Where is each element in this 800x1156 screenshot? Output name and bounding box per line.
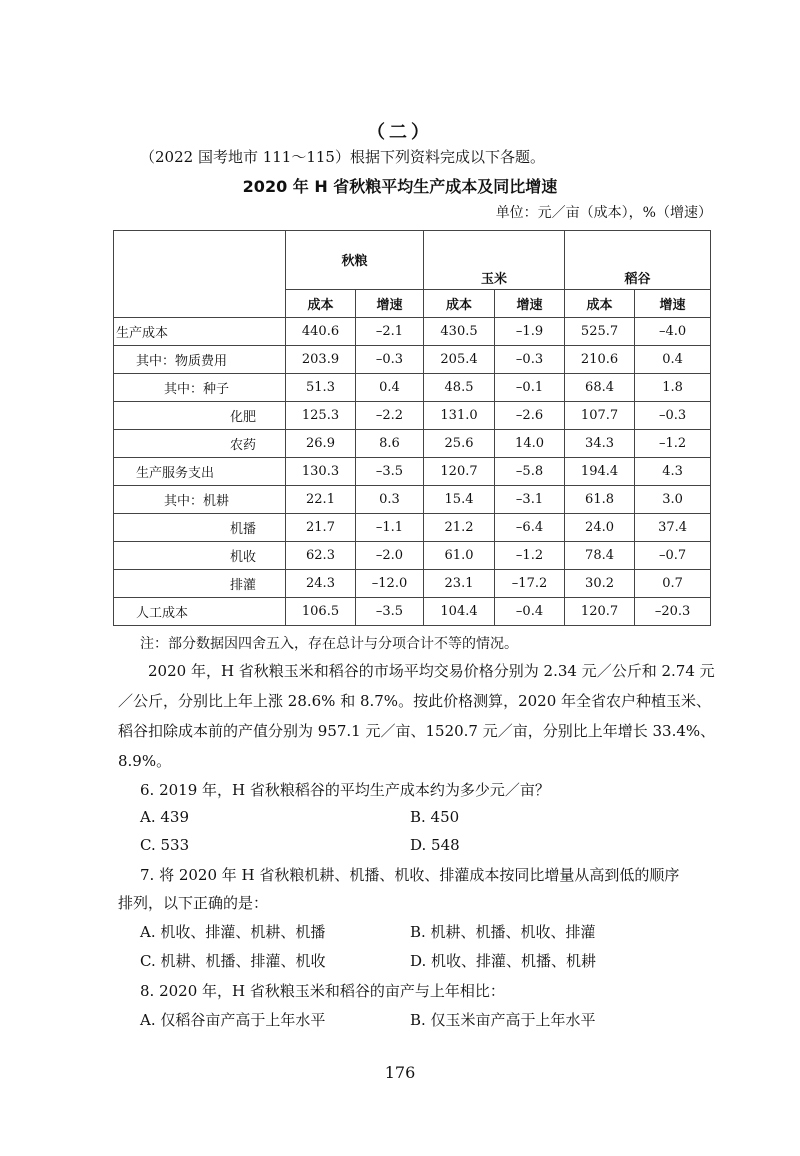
growth-cell: –3.1: [495, 486, 565, 514]
growth-cell: 4.3: [635, 458, 711, 486]
table-row: [114, 430, 711, 458]
subhead-growth: 增速: [635, 290, 711, 318]
growth-cell: –5.8: [495, 458, 565, 486]
growth-cell: –1.9: [495, 318, 565, 346]
row-label: 其中：机耕: [114, 486, 286, 514]
table-row: [114, 514, 711, 542]
row-label: 机播: [114, 514, 286, 542]
cost-cell: 78.4: [565, 542, 635, 570]
cost-cell: 62.3: [286, 542, 356, 570]
cost-table: [113, 230, 711, 626]
question-6: 6. 2019 年，H 省秋粮稻谷的平均生产成本约为多少元／亩？: [140, 781, 550, 799]
group-head-yumi: 玉米: [424, 231, 565, 290]
cost-cell: 68.4: [565, 374, 635, 402]
table-row: [114, 598, 711, 626]
subhead-growth: 增速: [356, 290, 424, 318]
cost-cell: 430.5: [424, 318, 495, 346]
growth-cell: –0.7: [635, 542, 711, 570]
cost-cell: 203.9: [286, 346, 356, 374]
cost-cell: 194.4: [565, 458, 635, 486]
growth-cell: –3.5: [356, 598, 424, 626]
q6-option-c[interactable]: C. 533: [140, 836, 190, 854]
growth-cell: –12.0: [356, 570, 424, 598]
cost-cell: 25.6: [424, 430, 495, 458]
group-head-daogu: 稻谷: [565, 231, 711, 290]
growth-cell: –1.1: [356, 514, 424, 542]
growth-cell: 8.6: [356, 430, 424, 458]
row-label: 排灌: [114, 570, 286, 598]
table-row: [114, 570, 711, 598]
q7-option-b[interactable]: B. 机耕、机播、机收、排灌: [410, 923, 596, 941]
q7-option-a[interactable]: A. 机收、排灌、机耕、机播: [140, 923, 326, 941]
growth-cell: 14.0: [495, 430, 565, 458]
table-row: [114, 542, 711, 570]
growth-cell: –0.3: [495, 346, 565, 374]
cost-cell: 130.3: [286, 458, 356, 486]
question-8: 8. 2020 年，H 省秋粮玉米和稻谷的亩产与上年相比：: [140, 982, 505, 1000]
q6-option-d[interactable]: D. 548: [410, 836, 460, 854]
cost-cell: 22.1: [286, 486, 356, 514]
row-label: 机收: [114, 542, 286, 570]
subhead-cost: 成本: [565, 290, 635, 318]
row-label: 生产服务支出: [114, 458, 286, 486]
cost-cell: 61.8: [565, 486, 635, 514]
cost-cell: 106.5: [286, 598, 356, 626]
table-row: [114, 318, 711, 346]
growth-cell: 0.3: [356, 486, 424, 514]
table-row: [114, 458, 711, 486]
growth-cell: –1.2: [635, 430, 711, 458]
growth-cell: –2.6: [495, 402, 565, 430]
table-title: 2020 年 H 省秋粮平均生产成本及同比增速: [242, 177, 558, 196]
cost-cell: 21.7: [286, 514, 356, 542]
cost-cell: 48.5: [424, 374, 495, 402]
table-header-groups: [114, 231, 711, 290]
subhead-growth: 增速: [495, 290, 565, 318]
growth-cell: –6.4: [495, 514, 565, 542]
cost-cell: 23.1: [424, 570, 495, 598]
growth-cell: 1.8: [635, 374, 711, 402]
table-row: [114, 346, 711, 374]
growth-cell: –2.0: [356, 542, 424, 570]
cost-cell: 107.7: [565, 402, 635, 430]
q6-option-a[interactable]: A. 439: [140, 808, 189, 826]
row-label: 农药: [114, 430, 286, 458]
cost-cell: 26.9: [286, 430, 356, 458]
table-row: [114, 374, 711, 402]
section-heading: （二）: [367, 122, 433, 143]
question-7-line2: 排列，以下正确的是：: [118, 894, 269, 912]
cost-cell: 120.7: [565, 598, 635, 626]
cost-cell: 34.3: [565, 430, 635, 458]
unit-line: 单位：元／亩（成本），%（增速）: [495, 205, 712, 221]
q8-option-b[interactable]: B. 仅玉米亩产高于上年水平: [410, 1011, 596, 1029]
q7-option-c[interactable]: C. 机耕、机播、排灌、机收: [140, 952, 326, 970]
page-number: 176: [384, 1063, 416, 1082]
growth-cell: –0.3: [635, 402, 711, 430]
table-corner-cell: [114, 231, 286, 318]
subhead-cost: 成本: [424, 290, 495, 318]
growth-cell: –2.1: [356, 318, 424, 346]
growth-cell: –0.3: [356, 346, 424, 374]
q7-option-d[interactable]: D. 机收、排灌、机播、机耕: [410, 952, 597, 970]
growth-cell: –0.4: [495, 598, 565, 626]
cost-cell: 30.2: [565, 570, 635, 598]
table-row: [114, 402, 711, 430]
row-label: 人工成本: [114, 598, 286, 626]
cost-cell: 21.2: [424, 514, 495, 542]
row-label: 化肥: [114, 402, 286, 430]
growth-cell: –2.2: [356, 402, 424, 430]
growth-cell: –1.2: [495, 542, 565, 570]
growth-cell: –17.2: [495, 570, 565, 598]
cost-cell: 525.7: [565, 318, 635, 346]
subhead-cost: 成本: [286, 290, 356, 318]
row-label: 其中：种子: [114, 374, 286, 402]
cost-cell: 24.3: [286, 570, 356, 598]
growth-cell: –0.1: [495, 374, 565, 402]
growth-cell: –20.3: [635, 598, 711, 626]
row-label: 其中：物质费用: [114, 346, 286, 374]
growth-cell: 37.4: [635, 514, 711, 542]
group-head-qiuliang: 秋粮: [286, 231, 424, 290]
q6-option-b[interactable]: B. 450: [410, 808, 460, 826]
cost-cell: 440.6: [286, 318, 356, 346]
growth-cell: –3.5: [356, 458, 424, 486]
cost-cell: 120.7: [424, 458, 495, 486]
growth-cell: 0.4: [356, 374, 424, 402]
material-paragraph: 2020 年，H 省秋粮玉米和稻谷的市场平均交易价格分别为 2.34 元／公斤和 2.74 元／公斤，分别比上年上涨 28.6% 和 8.7%。按此价格测算，2020 年全省农户种植玉米、稻谷扣除成本前的产值分别为 957.1 元／亩、1520.7 元／亩，分别比上年增长 33.4%、8.9%。: [118, 662, 716, 770]
cost-cell: 61.0: [424, 542, 495, 570]
table-note: 注：部分数据因四舍五入，存在总计与分项合计不等的情况。: [140, 636, 518, 652]
growth-cell: 3.0: [635, 486, 711, 514]
table-row: [114, 486, 711, 514]
growth-cell: 0.4: [635, 346, 711, 374]
cost-cell: 131.0: [424, 402, 495, 430]
cost-cell: 15.4: [424, 486, 495, 514]
row-label: 生产成本: [114, 318, 286, 346]
cost-cell: 24.0: [565, 514, 635, 542]
cost-cell: 205.4: [424, 346, 495, 374]
table-body: [114, 318, 711, 626]
growth-cell: –4.0: [635, 318, 711, 346]
cost-cell: 104.4: [424, 598, 495, 626]
cost-cell: 210.6: [565, 346, 635, 374]
intro-line: （2022 国考地市 111～115）根据下列资料完成以下各题。: [140, 148, 545, 166]
q8-option-a[interactable]: A. 仅稻谷亩产高于上年水平: [140, 1011, 326, 1029]
question-7-line1: 7. 将 2020 年 H 省秋粮机耕、机播、机收、排灌成本按同比增量从高到低的顺序: [140, 866, 680, 884]
growth-cell: 0.7: [635, 570, 711, 598]
cost-cell: 51.3: [286, 374, 356, 402]
cost-cell: 125.3: [286, 402, 356, 430]
